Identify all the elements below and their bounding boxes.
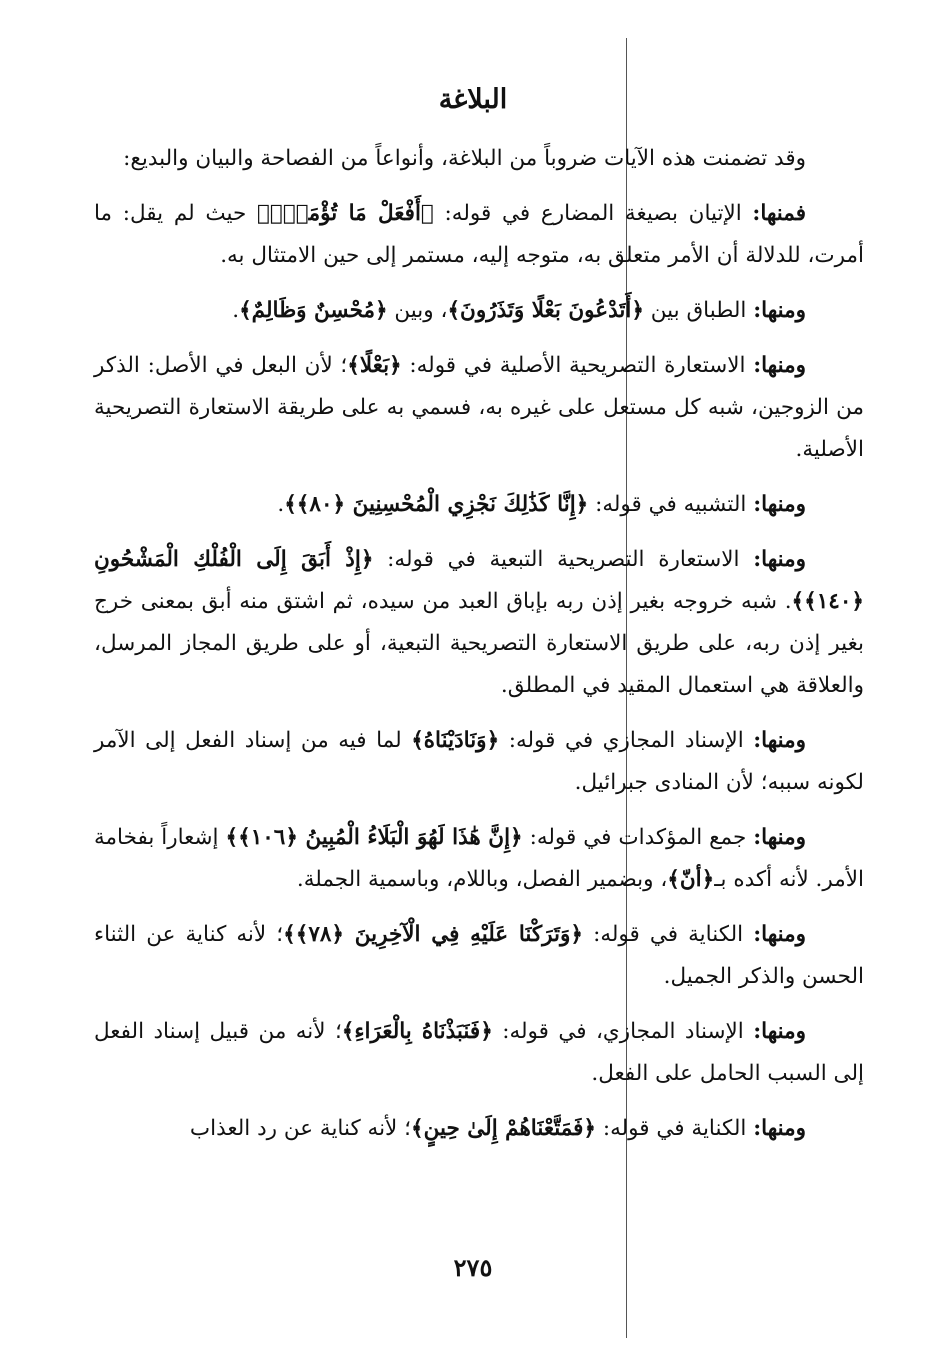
paragraph-text: الاستعارة التصريحية التبعية في قوله: (373, 547, 754, 572)
paragraph-10 (94, 1108, 864, 1150)
paragraph-text: لما فيه من إسناد الفعل إلى الآمر لكونه سببه؛ لأن المنادى جبرائيل. (94, 728, 864, 795)
paragraph-text: . (277, 492, 285, 517)
paragraph-text: الإسناد المجازي في قوله: (499, 728, 754, 753)
quran-quote: ﴿وَتَرَكْنَا عَلَيْهِ فِي الْآخِرِينَ ﴿٧٨﴾﴾ (283, 922, 583, 947)
quran-quote: ﴿وَنَادَيْنَاهُ﴾ (411, 728, 500, 753)
paragraph-text: . (232, 298, 240, 323)
paragraph-text: ؛ لأنه كناية عن الثناء الحسن والذكر الجميل. (94, 922, 864, 989)
paragraph-text: . شبه خروجه بغير إذن ربه بإباق العبد من سيده، ثم اشتق منه أبق بمعنى خرج بغير إذن ربه، على طريق الاستعارة التصريحية التبعية، أو على طريق المجاز المرسل، والعلاقة هي استعمال المقيد في المطلق. (94, 589, 864, 698)
paragraph-text: الإسناد المجازي، في قوله: (492, 1019, 754, 1044)
quran-quote: ﴿أنّ﴾ (667, 867, 715, 892)
paragraph-lead: ومنها: (753, 825, 806, 850)
paragraph-lead: ومنها: (753, 1019, 806, 1044)
paragraph-text: ؛ لأنه كناية عن رد العذاب (189, 1116, 411, 1141)
quran-quote: ﴿فَمَتَّعْنَاهُمْ إِلَىٰ حِينٍ﴾ (411, 1116, 597, 1141)
quran-quote: ﴿إِنَّا كَذَٰلِكَ نَجْزِي الْمُحْسِنِينَ ﴿٨٠﴾﴾ (284, 492, 589, 517)
paragraph-text: الطباق بين (643, 298, 754, 323)
paragraph-text: حيث لم يقل: ما أمرت، للدلالة أن الأمر متعلق به، متوجه إليه، مستمر إلى حين الامتثال به. (94, 201, 864, 268)
paragraph-text: إشعاراً بفخامة الأمر. لأنه أكده بـ (94, 825, 864, 892)
paragraph-3 (94, 345, 864, 471)
quran-quote: ﴿أَفْعَلْ مَا تُؤْمَرُۖ﴾ (257, 201, 434, 226)
paragraph-4 (94, 484, 864, 526)
paragraph-text: ، وبضمير الفصل، وباللام، وباسمية الجملة. (296, 867, 668, 892)
paragraph-text: الكناية في قوله: (596, 1116, 754, 1141)
paragraph-2 (94, 290, 864, 332)
page-body (94, 138, 864, 1163)
paragraph-text: جمع المؤكدات في قوله: (522, 825, 754, 850)
quran-quote: ﴿أَتَدْعُونَ بَعْلًا وَتَذَرُونَ﴾ (447, 298, 644, 323)
intro-paragraph: وقد تضمنت هذه الآيات ضروباً من البلاغة، وأنواعاً من الفصاحة والبيان والبديع: (123, 146, 806, 171)
paragraph-5 (94, 539, 864, 707)
paragraph-text: ، وبين (387, 298, 448, 323)
page-number: ٢٧٥ (453, 1253, 493, 1282)
quran-quote: ﴿مُحْسِنٌ وَظَالِمٌ﴾ (239, 298, 388, 323)
paragraph-lead: ومنها: (753, 353, 806, 378)
quran-quote: ﴿فَنَبَذْنَاهُ بِالْعَرَاءِ﴾ (341, 1019, 493, 1044)
paragraph-lead: فمنها: (752, 201, 806, 226)
quran-quote: ﴿بَعْلًا﴾ (347, 353, 402, 378)
paragraph-text: ؛ لأنه من قبيل إسناد الفعل إلى السبب الحامل على الفعل. (94, 1019, 864, 1086)
paragraph-lead: ومنها: (753, 492, 806, 517)
paragraph-8 (94, 914, 864, 998)
paragraph-lead: ومنها: (753, 922, 806, 947)
paragraph-lead: ومنها: (753, 547, 807, 572)
paragraph-text: التشبيه في قوله: (588, 492, 754, 517)
page-title: البلاغة (438, 84, 508, 115)
paragraph-6 (94, 720, 864, 804)
paragraph-9 (94, 1011, 864, 1095)
paragraph-lead: ومنها: (753, 728, 807, 753)
paragraph-7 (94, 817, 864, 901)
quran-quote: ﴿إِنَّ هَٰذَا لَهُوَ الْبَلَاءُ الْمُبِينُ ﴿١٠٦﴾﴾ (225, 825, 523, 850)
paragraph-text: الاستعارة التصريحية الأصلية في قوله: (401, 353, 754, 378)
quran-quote: ﴿إِذْ أَبَقَ إِلَى الْفُلْكِ الْمَشْحُونِ ﴿١٤٠﴾﴾ (94, 547, 864, 614)
paragraph-lead: ومنها: (753, 298, 806, 323)
paragraph-1 (94, 193, 864, 277)
paragraph-lead: ومنها: (753, 1116, 806, 1141)
paragraph-text: ؛ لأن البعل في الأصل: الذكر من الزوجين، شبه كل مستعل على غيره به، فسمي به على طريقة الاستعارة التصريحية الأصلية. (94, 353, 864, 462)
paragraph-text: الكناية في قوله: (582, 922, 754, 947)
paragraph-text: الإتيان بصيغة المضارع في قوله: (433, 201, 753, 226)
